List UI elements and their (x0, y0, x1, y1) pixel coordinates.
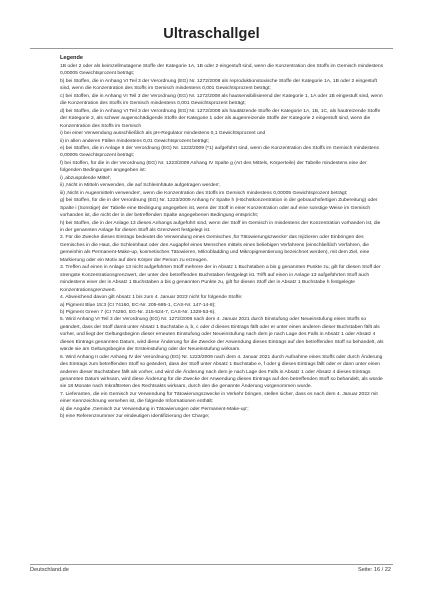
document-content (60, 54, 385, 421)
paragraph: a) die Angabe ‚Gemisch zur Verwendung in Tätowierungen oder Permanent-Make-up'; (60, 406, 249, 412)
paragraph: b) eine Referenznummer zur eindeutigen Identifizierung der Charge; (60, 414, 210, 420)
paragraph: a) Pigment Blue 15:3 (CI 74160, EC-Nr. 205-685-1, CAS-Nr. 147-14-8); (60, 302, 216, 308)
paragraph: 1B oder 2 oder als keimzellmutagene Stoffe der Kategorie 1A, 1B oder 2 eingestuft sind, wenn die Konzentration des Stoffs im Gemisch mindestens 0,00005 Gewichtsprozent beträgt; (60, 64, 384, 77)
paragraph: iii) ‚Nicht in Augenmitteln verwenden', wenn die Konzentration des Stoffs im Gemisch mindestens 0,00005 Gewichtsprozent beträgt; (60, 190, 348, 196)
paragraph: ii) ‚Nicht in Mitteln verwenden, die auf Schleimhäute aufgetragen werden', (60, 183, 221, 189)
paragraph: b) bei Stoffen, die in Anhang VI Teil 3 der Verordnung (EG) Nr. 1272/2008 als reproduktionstoxische Stoffe der Kategorie 1A, 1B oder 2 eingestuft sind, wenn die Konzentration des Stoffs im Gemisch mindestens 0,001 Gewichtsprozent beträgt; (60, 78, 378, 92)
footer-divider (30, 564, 393, 565)
paragraph: 6. Wird Anhang II oder Anhang IV der Verordnung (EG) Nr. 1223/2009 nach dem 4. Januar 2021 durch Aufnahme eines Stoffs oder durch Änderung des Eintrags zum betreffenden Stoff so geändert, dass der Stoff unter Absatz 1 Buchstabe e, f oder g dieses Eintrags fällt oder er dann unter einen anderen dieser Buchstaben fällt als vorher, und wird die Änderung nach dem je nach Lage des Falls in Absatz 1 oder Absatz 4 dieses Eintrags genannten Datum wirksam, wird diese Änderung für die Zwecke der Anwendung dieses Eintrags auf den betreffenden Stoff so behandelt, als würde sie 18 Monate nach Inkrafttreten des Rechtsakts wirksam, durch den die genannte Änderung vorgenommen wurde. (60, 354, 383, 390)
paragraph: c) bei Stoffen, die in Anhang VI Teil 3 der Verordnung (EG) Nr. 1272/2008 als hautsensibilisierend der Kategorie 1, 1A oder 1B eingestuft sind, wenn die Konzentration des Stoffs im Gemisch mindestens 0,001 Gewichtsprozent beträgt; (60, 93, 383, 107)
footer-source: Deutschland.de (30, 567, 69, 573)
footer-page-number: Seite: 16 / 22 (358, 567, 391, 573)
paragraph: 7. Lieferanten, die ein Gemisch zur Verwendung für Tätowierungszwecke in Verkehr bringen, stellen sicher, dass es nach dem 4. Januar 2022 mit einer Kennzeichnung versehen ist, die folgende Informationen enthält: (60, 391, 378, 405)
paragraph: d) bei Stoffen, die in Anhang VI Teil 3 der Verordnung (EG) Nr. 1272/2008 als hautätzende Stoffe der Kategorie 1A, 1B, 1C, als hautreizende Stoffe der Kategorie 2, als schwer augenschädigende Stoffe der Kategorie 1 oder als augenreizende Stoffe der Kategorie 2 eingestuft sind, wenn die Konzentration des Stoffs im Gemisch (60, 108, 381, 129)
paragraph: 2. Für die Zwecke dieses Eintrags bedeutet die Verwendung eines Gemisches ‚für Tätowierungszwecke' das Injizieren oder Einbringen des Gemisches in die Haut, die Schleimhaut oder den Augapfel eines Menschen mittels eines beliebigen Verfahrens (einschließlich Verfahren, die gemeinhin als Permanent-Make-up, kosmetisches Tätowieren, Mikrobladding und Mikropigmentierung bezeichnet werden), mit dem Ziel, eine Markierung oder ein Motiv auf dem Körper der Person zu erzeugen. (60, 235, 370, 263)
paragraph: e) bei Stoffen, die in Anlage II der Verordnung (EG) Nr. 1223/2009 (*1) aufgeführt sind, wenn die Konzentration des Stoffs im Gemisch mindestens 0,00005 Gewichtsprozent beträgt; (60, 145, 380, 159)
title-divider (30, 48, 393, 49)
paragraph: g) bei Stoffen, für die in der Verordnung (EG) Nr. 1223/2009 Anhang IV Spalte h (Höchstkonzentration in der gebrauchsfertigen Zubereitung) oder Spalte i (Sonstige) der Tabelle eine Bedingung angegeben ist, wenn der Stoff in einer Konzentration oder auf eine sonstige Weise im Gemisch vorhanden ist, die nicht der in der betreffenden Spalte angegebenen Bedingung entspricht; (60, 198, 378, 219)
section-label: Legende (60, 55, 84, 61)
paragraph: 4. Abweichend davon gilt Absatz 1 bis zum 4. Januar 2023 nicht für folgende Stoffe: (60, 295, 243, 301)
paragraph: i) ‚abzuspülende Mittel', (60, 175, 112, 181)
paragraph: h) bei Stoffen, die in der Anlage 13 dieses Anhangs aufgeführt sind, wenn der Stoff im Gemisch in mindestens der Konzentration vorhanden ist, die in der genannten Anlage für diesen Stoff als Grenzwert festgelegt ist. (60, 220, 381, 233)
paragraph: 3. Treffen auf einen in Anlage 13 nicht aufgeführten Stoff mehrere der in Absatz 1 Buchstaben a bis g genannten Punkte zu, gilt für diesen Stoff der strengste Konzentrationsgrenzwert, der unter den betreffenden Buchstaben festgelegt ist. Trifft auf einen in Anlage 13 aufgeführten Stoff auch mindestens einer der in Absatz 1 Buchstaben a bis g genannten Punkte zu, gilt für diesen Stoff der in Absatz 1 Buchstabe h festgelegte Konzentrationsgrenzwert. (60, 265, 381, 293)
paragraph-list (60, 63, 385, 421)
paragraph: b) Pigment Green 7 (CI 74260, EG-Nr. 215-524-7, CAS-Nr. 1328-53-6). (60, 309, 216, 315)
paragraph: f) bei Stoffen, für die in der Verordnung (EG) Nr. 1223/2009 Anhang IV Spalte g (Art des Mittels, Körperteile) der Tabelle mindestens eine der folgenden Bedingungen angegeben ist: (60, 160, 367, 174)
document-title: Ultraschallgel (163, 26, 260, 42)
paragraph: i) bei einer Verwendung ausschließlich als pH-Regulator mindestens 0,1 Gewichtsprozent und (60, 131, 266, 137)
paragraph: 5. Wird Anhang VI Teil 3 der Verordnung (EG) Nr. 1272/2008 nach dem 4. Januar 2021 durch Einstufung oder Neueinstufung eines Stoffs so geändert, dass der Stoff damit unter Absatz 1 Buchstabe a, b, c oder d dieses Eintrags fällt oder er unter einen anderen dieser Buchstaben fällt als vorher, und liegt der Geltungsbeginn dieser erneuten Einstufung oder Neueinstufung nach dem je nach Lage des Falls in Absatz 1 oder Absatz 4 dieses Eintrags genannten Datum, wird diese Änderung für die Zwecke der Anwendung dieses Eintrags auf den betreffenden Stoff so behandelt, als würde sie am Geltungsbeginn der Ersteinstufung oder der Neueinstufung wirksam. (60, 317, 384, 353)
paragraph: ii) in allen anderen Fällen mindestens 0,01 Gewichtsprozent beträgt; (60, 138, 210, 144)
